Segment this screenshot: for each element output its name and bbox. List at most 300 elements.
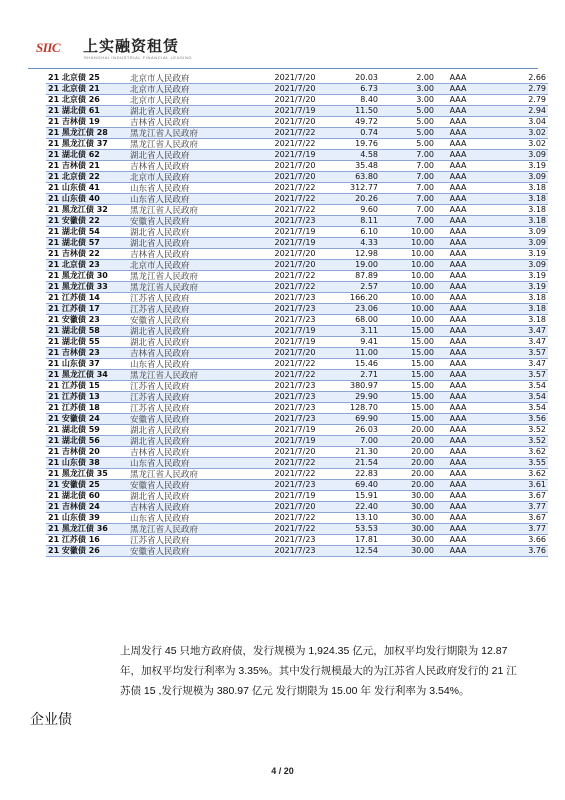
issuer-cell: 黑龙江省人民政府 bbox=[128, 205, 258, 216]
issue-size-cell: 35.48 bbox=[332, 161, 380, 172]
table-row bbox=[46, 84, 548, 95]
issue-term-cell: 30.00 bbox=[380, 513, 436, 524]
issue-size-cell: 11.50 bbox=[332, 106, 380, 117]
issuer-cell: 山东省人民政府 bbox=[128, 194, 258, 205]
issuer-cell: 黑龙江省人民政府 bbox=[128, 524, 258, 535]
issue-date-cell: 2021/7/20 bbox=[258, 260, 332, 271]
table-row bbox=[46, 502, 548, 513]
issuer-cell: 吉林省人民政府 bbox=[128, 348, 258, 359]
bond-name-cell: 21 安徽债 23 bbox=[46, 315, 128, 326]
issue-rate-cell: 3.19 bbox=[480, 271, 548, 282]
issue-rate-cell: 3.47 bbox=[480, 359, 548, 370]
issue-rate-cell: 3.67 bbox=[480, 513, 548, 524]
rating-cell: AAA bbox=[436, 359, 480, 370]
issue-term-cell: 10.00 bbox=[380, 315, 436, 326]
issue-rate-cell: 3.47 bbox=[480, 337, 548, 348]
rating-cell: AAA bbox=[436, 414, 480, 425]
issue-term-cell: 10.00 bbox=[380, 304, 436, 315]
issue-size-cell: 12.54 bbox=[332, 546, 380, 557]
issuer-cell: 黑龙江省人民政府 bbox=[128, 370, 258, 381]
rating-cell: AAA bbox=[436, 139, 480, 150]
rating-cell: AAA bbox=[436, 513, 480, 524]
issue-date-cell: 2021/7/23 bbox=[258, 293, 332, 304]
issue-term-cell: 15.00 bbox=[380, 337, 436, 348]
issue-date-cell: 2021/7/22 bbox=[258, 370, 332, 381]
issuer-cell: 黑龙江省人民政府 bbox=[128, 128, 258, 139]
issue-size-cell: 380.97 bbox=[332, 381, 380, 392]
company-name-en: SHANGHAI INDUSTRIAL FINANCIAL LEASING bbox=[84, 55, 193, 60]
bond-name-cell: 21 黑龙江债 35 bbox=[46, 469, 128, 480]
table-row bbox=[46, 513, 548, 524]
rating-cell: AAA bbox=[436, 260, 480, 271]
issuer-cell: 北京市人民政府 bbox=[128, 73, 258, 84]
issue-date-cell: 2021/7/20 bbox=[258, 161, 332, 172]
bond-name-cell: 21 黑龙江债 28 bbox=[46, 128, 128, 139]
issue-size-cell: 4.33 bbox=[332, 238, 380, 249]
rating-cell: AAA bbox=[436, 458, 480, 469]
issuer-cell: 江苏省人民政府 bbox=[128, 392, 258, 403]
issue-rate-cell: 3.09 bbox=[480, 238, 548, 249]
issuer-cell: 安徽省人民政府 bbox=[128, 480, 258, 491]
issue-size-cell: 19.00 bbox=[332, 260, 380, 271]
bond-name-cell: 21 北京债 26 bbox=[46, 95, 128, 106]
table-row bbox=[46, 436, 548, 447]
bond-name-cell: 21 吉林债 19 bbox=[46, 117, 128, 128]
bond-name-cell: 21 黑龙江债 37 bbox=[46, 139, 128, 150]
issuer-cell: 黑龙江省人民政府 bbox=[128, 139, 258, 150]
issue-size-cell: 166.20 bbox=[332, 293, 380, 304]
issue-term-cell: 30.00 bbox=[380, 502, 436, 513]
issuer-cell: 山东省人民政府 bbox=[128, 359, 258, 370]
issue-term-cell: 10.00 bbox=[380, 293, 436, 304]
table-row bbox=[46, 73, 548, 84]
issue-rate-cell: 3.04 bbox=[480, 117, 548, 128]
bond-name-cell: 21 江苏债 16 bbox=[46, 535, 128, 546]
issue-size-cell: 49.72 bbox=[332, 117, 380, 128]
issue-term-cell: 7.00 bbox=[380, 172, 436, 183]
section-title-enterprise-bonds: 企业债 bbox=[30, 711, 72, 727]
issuer-cell: 湖北省人民政府 bbox=[128, 436, 258, 447]
issue-rate-cell: 3.62 bbox=[480, 447, 548, 458]
table-row bbox=[46, 260, 548, 271]
issue-term-cell: 30.00 bbox=[380, 535, 436, 546]
issuer-cell: 江苏省人民政府 bbox=[128, 293, 258, 304]
rating-cell: AAA bbox=[436, 436, 480, 447]
rating-cell: AAA bbox=[436, 469, 480, 480]
rating-cell: AAA bbox=[436, 535, 480, 546]
issue-date-cell: 2021/7/19 bbox=[258, 425, 332, 436]
issue-date-cell: 2021/7/20 bbox=[258, 172, 332, 183]
issue-term-cell: 20.00 bbox=[380, 458, 436, 469]
issue-term-cell: 15.00 bbox=[380, 403, 436, 414]
issue-term-cell: 30.00 bbox=[380, 491, 436, 502]
issuer-cell: 湖北省人民政府 bbox=[128, 425, 258, 436]
issue-term-cell: 7.00 bbox=[380, 161, 436, 172]
issue-date-cell: 2021/7/19 bbox=[258, 436, 332, 447]
rating-cell: AAA bbox=[436, 381, 480, 392]
rating-cell: AAA bbox=[436, 546, 480, 557]
issue-size-cell: 87.89 bbox=[332, 271, 380, 282]
bond-name-cell: 21 安徽债 22 bbox=[46, 216, 128, 227]
issuer-cell: 湖北省人民政府 bbox=[128, 337, 258, 348]
bond-name-cell: 21 湖北债 55 bbox=[46, 337, 128, 348]
issue-date-cell: 2021/7/20 bbox=[258, 84, 332, 95]
table-row bbox=[46, 172, 548, 183]
issue-date-cell: 2021/7/23 bbox=[258, 546, 332, 557]
table-row bbox=[46, 315, 548, 326]
issue-size-cell: 68.00 bbox=[332, 315, 380, 326]
bond-name-cell: 21 江苏债 17 bbox=[46, 304, 128, 315]
issue-date-cell: 2021/7/23 bbox=[258, 392, 332, 403]
table-row bbox=[46, 194, 548, 205]
rating-cell: AAA bbox=[436, 84, 480, 95]
bond-name-cell: 21 安徽债 25 bbox=[46, 480, 128, 491]
issue-date-cell: 2021/7/22 bbox=[258, 139, 332, 150]
issue-term-cell: 15.00 bbox=[380, 359, 436, 370]
table-row bbox=[46, 161, 548, 172]
issue-rate-cell: 3.52 bbox=[480, 436, 548, 447]
issue-size-cell: 2.57 bbox=[332, 282, 380, 293]
issue-rate-cell: 3.57 bbox=[480, 348, 548, 359]
issue-size-cell: 6.10 bbox=[332, 227, 380, 238]
issue-size-cell: 21.30 bbox=[332, 447, 380, 458]
issue-date-cell: 2021/7/22 bbox=[258, 513, 332, 524]
rating-cell: AAA bbox=[436, 249, 480, 260]
bond-name-cell: 21 安徽债 26 bbox=[46, 546, 128, 557]
issue-rate-cell: 2.66 bbox=[480, 73, 548, 84]
header-divider bbox=[28, 68, 538, 69]
rating-cell: AAA bbox=[436, 161, 480, 172]
issue-rate-cell: 3.55 bbox=[480, 458, 548, 469]
issue-rate-cell: 3.62 bbox=[480, 469, 548, 480]
issue-rate-cell: 2.94 bbox=[480, 106, 548, 117]
issue-date-cell: 2021/7/22 bbox=[258, 282, 332, 293]
rating-cell: AAA bbox=[436, 491, 480, 502]
bond-name-cell: 21 安徽债 24 bbox=[46, 414, 128, 425]
issue-term-cell: 15.00 bbox=[380, 348, 436, 359]
issue-date-cell: 2021/7/20 bbox=[258, 73, 332, 84]
issue-date-cell: 2021/7/23 bbox=[258, 403, 332, 414]
issue-size-cell: 21.54 bbox=[332, 458, 380, 469]
bond-name-cell: 21 北京债 22 bbox=[46, 172, 128, 183]
issue-size-cell: 69.40 bbox=[332, 480, 380, 491]
issue-term-cell: 30.00 bbox=[380, 546, 436, 557]
rating-cell: AAA bbox=[436, 205, 480, 216]
summary-paragraph: 上周发行 45 只地方政府债，发行规模为 1,924.35 亿元，加权平均发行期限为 12.87 年，加权平均发行利率为 3.35%。其中发行规模最大的为江苏省人民政府发行的 21 江苏债 15 ,发行规模为 380.97 亿元 发行期限为 15.00 年 发行利率为 3.54%。 bbox=[120, 645, 517, 697]
issue-rate-cell: 3.18 bbox=[480, 304, 548, 315]
issue-rate-cell: 3.66 bbox=[480, 535, 548, 546]
issue-date-cell: 2021/7/19 bbox=[258, 106, 332, 117]
rating-cell: AAA bbox=[436, 106, 480, 117]
issue-rate-cell: 3.09 bbox=[480, 227, 548, 238]
issue-size-cell: 23.06 bbox=[332, 304, 380, 315]
issue-rate-cell: 3.02 bbox=[480, 128, 548, 139]
bond-name-cell: 21 黑龙江债 33 bbox=[46, 282, 128, 293]
issuer-cell: 安徽省人民政府 bbox=[128, 546, 258, 557]
rating-cell: AAA bbox=[436, 337, 480, 348]
table-row bbox=[46, 524, 548, 535]
issue-size-cell: 7.00 bbox=[332, 436, 380, 447]
page-number: 4 / 20 bbox=[271, 766, 294, 776]
rating-cell: AAA bbox=[436, 425, 480, 436]
issue-rate-cell: 3.67 bbox=[480, 491, 548, 502]
rating-cell: AAA bbox=[436, 238, 480, 249]
issuer-cell: 江苏省人民政府 bbox=[128, 535, 258, 546]
bond-name-cell: 21 山东债 37 bbox=[46, 359, 128, 370]
table-row bbox=[46, 326, 548, 337]
page-header bbox=[28, 33, 538, 69]
issue-rate-cell: 3.09 bbox=[480, 150, 548, 161]
bond-name-cell: 21 北京债 23 bbox=[46, 260, 128, 271]
table-row bbox=[46, 447, 548, 458]
bond-name-cell: 21 吉林债 24 bbox=[46, 502, 128, 513]
issue-term-cell: 10.00 bbox=[380, 238, 436, 249]
issuer-cell: 安徽省人民政府 bbox=[128, 216, 258, 227]
issuer-cell: 山东省人民政府 bbox=[128, 513, 258, 524]
issue-date-cell: 2021/7/23 bbox=[258, 304, 332, 315]
issuer-cell: 山东省人民政府 bbox=[128, 458, 258, 469]
issue-term-cell: 3.00 bbox=[380, 84, 436, 95]
issue-date-cell: 2021/7/23 bbox=[258, 535, 332, 546]
table-row bbox=[46, 491, 548, 502]
rating-cell: AAA bbox=[436, 183, 480, 194]
issue-size-cell: 3.11 bbox=[332, 326, 380, 337]
rating-cell: AAA bbox=[436, 348, 480, 359]
issue-rate-cell: 3.02 bbox=[480, 139, 548, 150]
issuer-cell: 江苏省人民政府 bbox=[128, 381, 258, 392]
table-row bbox=[46, 359, 548, 370]
issuer-cell: 湖北省人民政府 bbox=[128, 326, 258, 337]
rating-cell: AAA bbox=[436, 480, 480, 491]
table-row bbox=[46, 238, 548, 249]
bond-name-cell: 21 吉林债 21 bbox=[46, 161, 128, 172]
issue-date-cell: 2021/7/20 bbox=[258, 348, 332, 359]
bond-name-cell: 21 山东债 39 bbox=[46, 513, 128, 524]
rating-cell: AAA bbox=[436, 293, 480, 304]
table-row bbox=[46, 249, 548, 260]
rating-cell: AAA bbox=[436, 128, 480, 139]
issue-rate-cell: 3.47 bbox=[480, 326, 548, 337]
bond-name-cell: 21 湖北债 59 bbox=[46, 425, 128, 436]
rating-cell: AAA bbox=[436, 392, 480, 403]
rating-cell: AAA bbox=[436, 216, 480, 227]
table-row bbox=[46, 106, 548, 117]
issue-term-cell: 30.00 bbox=[380, 524, 436, 535]
issue-term-cell: 10.00 bbox=[380, 282, 436, 293]
issue-size-cell: 9.60 bbox=[332, 205, 380, 216]
table-row bbox=[46, 546, 548, 557]
issue-date-cell: 2021/7/19 bbox=[258, 337, 332, 348]
issue-term-cell: 7.00 bbox=[380, 216, 436, 227]
bond-name-cell: 21 吉林债 23 bbox=[46, 348, 128, 359]
issue-date-cell: 2021/7/22 bbox=[258, 205, 332, 216]
issuer-cell: 吉林省人民政府 bbox=[128, 161, 258, 172]
issue-term-cell: 10.00 bbox=[380, 271, 436, 282]
issue-size-cell: 0.74 bbox=[332, 128, 380, 139]
issue-term-cell: 10.00 bbox=[380, 227, 436, 238]
rating-cell: AAA bbox=[436, 150, 480, 161]
issue-term-cell: 7.00 bbox=[380, 183, 436, 194]
table-row bbox=[46, 414, 548, 425]
table-row bbox=[46, 370, 548, 381]
issue-size-cell: 11.00 bbox=[332, 348, 380, 359]
issue-date-cell: 2021/7/23 bbox=[258, 216, 332, 227]
issue-size-cell: 20.03 bbox=[332, 73, 380, 84]
rating-cell: AAA bbox=[436, 73, 480, 84]
rating-cell: AAA bbox=[436, 326, 480, 337]
bond-issuance-table bbox=[46, 73, 548, 557]
issue-rate-cell: 3.56 bbox=[480, 414, 548, 425]
issue-term-cell: 15.00 bbox=[380, 370, 436, 381]
issuer-cell: 北京市人民政府 bbox=[128, 260, 258, 271]
issue-size-cell: 19.76 bbox=[332, 139, 380, 150]
rating-cell: AAA bbox=[436, 271, 480, 282]
issue-size-cell: 63.80 bbox=[332, 172, 380, 183]
issue-rate-cell: 3.09 bbox=[480, 172, 548, 183]
issue-size-cell: 53.53 bbox=[332, 524, 380, 535]
bond-name-cell: 21 湖北债 57 bbox=[46, 238, 128, 249]
issue-rate-cell: 3.19 bbox=[480, 161, 548, 172]
bond-name-cell: 21 山东债 38 bbox=[46, 458, 128, 469]
table-row bbox=[46, 304, 548, 315]
issue-size-cell: 29.90 bbox=[332, 392, 380, 403]
table-row bbox=[46, 403, 548, 414]
issue-size-cell: 312.77 bbox=[332, 183, 380, 194]
issue-term-cell: 5.00 bbox=[380, 117, 436, 128]
issue-size-cell: 20.26 bbox=[332, 194, 380, 205]
rating-cell: AAA bbox=[436, 282, 480, 293]
issue-term-cell: 15.00 bbox=[380, 414, 436, 425]
issue-date-cell: 2021/7/20 bbox=[258, 117, 332, 128]
issue-rate-cell: 3.57 bbox=[480, 370, 548, 381]
bond-name-cell: 21 湖北债 60 bbox=[46, 491, 128, 502]
issue-date-cell: 2021/7/19 bbox=[258, 326, 332, 337]
issuer-cell: 湖北省人民政府 bbox=[128, 106, 258, 117]
issuer-cell: 吉林省人民政府 bbox=[128, 249, 258, 260]
bond-name-cell: 21 黑龙江债 34 bbox=[46, 370, 128, 381]
issue-rate-cell: 3.54 bbox=[480, 381, 548, 392]
issue-term-cell: 10.00 bbox=[380, 260, 436, 271]
issuer-cell: 吉林省人民政府 bbox=[128, 117, 258, 128]
issuer-cell: 黑龙江省人民政府 bbox=[128, 469, 258, 480]
issuer-cell: 湖北省人民政府 bbox=[128, 238, 258, 249]
rating-cell: AAA bbox=[436, 172, 480, 183]
rating-cell: AAA bbox=[436, 370, 480, 381]
issue-date-cell: 2021/7/22 bbox=[258, 524, 332, 535]
issue-date-cell: 2021/7/22 bbox=[258, 469, 332, 480]
table-row bbox=[46, 425, 548, 436]
bond-name-cell: 21 黑龙江债 36 bbox=[46, 524, 128, 535]
issuer-cell: 湖北省人民政府 bbox=[128, 227, 258, 238]
issue-size-cell: 9.41 bbox=[332, 337, 380, 348]
bond-name-cell: 21 北京债 21 bbox=[46, 84, 128, 95]
issuer-cell: 黑龙江省人民政府 bbox=[128, 282, 258, 293]
issue-date-cell: 2021/7/22 bbox=[258, 458, 332, 469]
issue-rate-cell: 3.77 bbox=[480, 502, 548, 513]
issue-size-cell: 26.03 bbox=[332, 425, 380, 436]
rating-cell: AAA bbox=[436, 227, 480, 238]
bond-name-cell: 21 北京债 25 bbox=[46, 73, 128, 84]
issue-size-cell: 15.91 bbox=[332, 491, 380, 502]
issue-date-cell: 2021/7/20 bbox=[258, 95, 332, 106]
issue-date-cell: 2021/7/22 bbox=[258, 359, 332, 370]
issue-date-cell: 2021/7/22 bbox=[258, 128, 332, 139]
table-row bbox=[46, 150, 548, 161]
issue-term-cell: 15.00 bbox=[380, 381, 436, 392]
issue-rate-cell: 3.54 bbox=[480, 392, 548, 403]
company-name: 上实融资租赁 bbox=[83, 38, 180, 55]
issue-rate-cell: 3.61 bbox=[480, 480, 548, 491]
bond-name-cell: 21 黑龙江债 32 bbox=[46, 205, 128, 216]
issue-size-cell: 22.83 bbox=[332, 469, 380, 480]
issue-term-cell: 5.00 bbox=[380, 128, 436, 139]
issue-rate-cell: 3.18 bbox=[480, 315, 548, 326]
issue-rate-cell: 3.09 bbox=[480, 260, 548, 271]
issuer-cell: 吉林省人民政府 bbox=[128, 447, 258, 458]
issue-rate-cell: 3.52 bbox=[480, 425, 548, 436]
table-row bbox=[46, 205, 548, 216]
issuer-cell: 北京市人民政府 bbox=[128, 95, 258, 106]
table-row bbox=[46, 458, 548, 469]
issue-size-cell: 13.10 bbox=[332, 513, 380, 524]
bond-name-cell: 21 湖北债 54 bbox=[46, 227, 128, 238]
issue-size-cell: 69.90 bbox=[332, 414, 380, 425]
table-row bbox=[46, 469, 548, 480]
issuer-cell: 吉林省人民政府 bbox=[128, 502, 258, 513]
issue-term-cell: 10.00 bbox=[380, 249, 436, 260]
issue-size-cell: 8.11 bbox=[332, 216, 380, 227]
bond-name-cell: 21 江苏债 14 bbox=[46, 293, 128, 304]
table-row bbox=[46, 535, 548, 546]
table-row bbox=[46, 337, 548, 348]
issue-date-cell: 2021/7/19 bbox=[258, 238, 332, 249]
bond-name-cell: 21 湖北债 62 bbox=[46, 150, 128, 161]
bond-name-cell: 21 湖北债 56 bbox=[46, 436, 128, 447]
issuer-cell: 山东省人民政府 bbox=[128, 183, 258, 194]
table-row bbox=[46, 381, 548, 392]
issuer-cell: 江苏省人民政府 bbox=[128, 304, 258, 315]
issue-date-cell: 2021/7/20 bbox=[258, 502, 332, 513]
rating-cell: AAA bbox=[436, 502, 480, 513]
issue-rate-cell: 3.19 bbox=[480, 249, 548, 260]
rating-cell: AAA bbox=[436, 95, 480, 106]
table-row bbox=[46, 282, 548, 293]
issue-rate-cell: 2.79 bbox=[480, 84, 548, 95]
issue-size-cell: 17.81 bbox=[332, 535, 380, 546]
issue-term-cell: 3.00 bbox=[380, 95, 436, 106]
issue-term-cell: 20.00 bbox=[380, 436, 436, 447]
issue-date-cell: 2021/7/19 bbox=[258, 491, 332, 502]
issue-date-cell: 2021/7/19 bbox=[258, 150, 332, 161]
table-row bbox=[46, 183, 548, 194]
bond-name-cell: 21 黑龙江债 30 bbox=[46, 271, 128, 282]
issue-term-cell: 7.00 bbox=[380, 150, 436, 161]
table-row bbox=[46, 128, 548, 139]
bond-name-cell: 21 山东债 40 bbox=[46, 194, 128, 205]
issue-date-cell: 2021/7/20 bbox=[258, 249, 332, 260]
issue-rate-cell: 3.76 bbox=[480, 546, 548, 557]
issue-term-cell: 15.00 bbox=[380, 326, 436, 337]
issue-rate-cell: 3.18 bbox=[480, 216, 548, 227]
bond-name-cell: 21 江苏债 15 bbox=[46, 381, 128, 392]
table-row bbox=[46, 95, 548, 106]
issue-rate-cell: 2.79 bbox=[480, 95, 548, 106]
issue-rate-cell: 3.77 bbox=[480, 524, 548, 535]
issuer-cell: 江苏省人民政府 bbox=[128, 403, 258, 414]
bond-name-cell: 21 湖北债 61 bbox=[46, 106, 128, 117]
rating-cell: AAA bbox=[436, 447, 480, 458]
issue-rate-cell: 3.18 bbox=[480, 183, 548, 194]
